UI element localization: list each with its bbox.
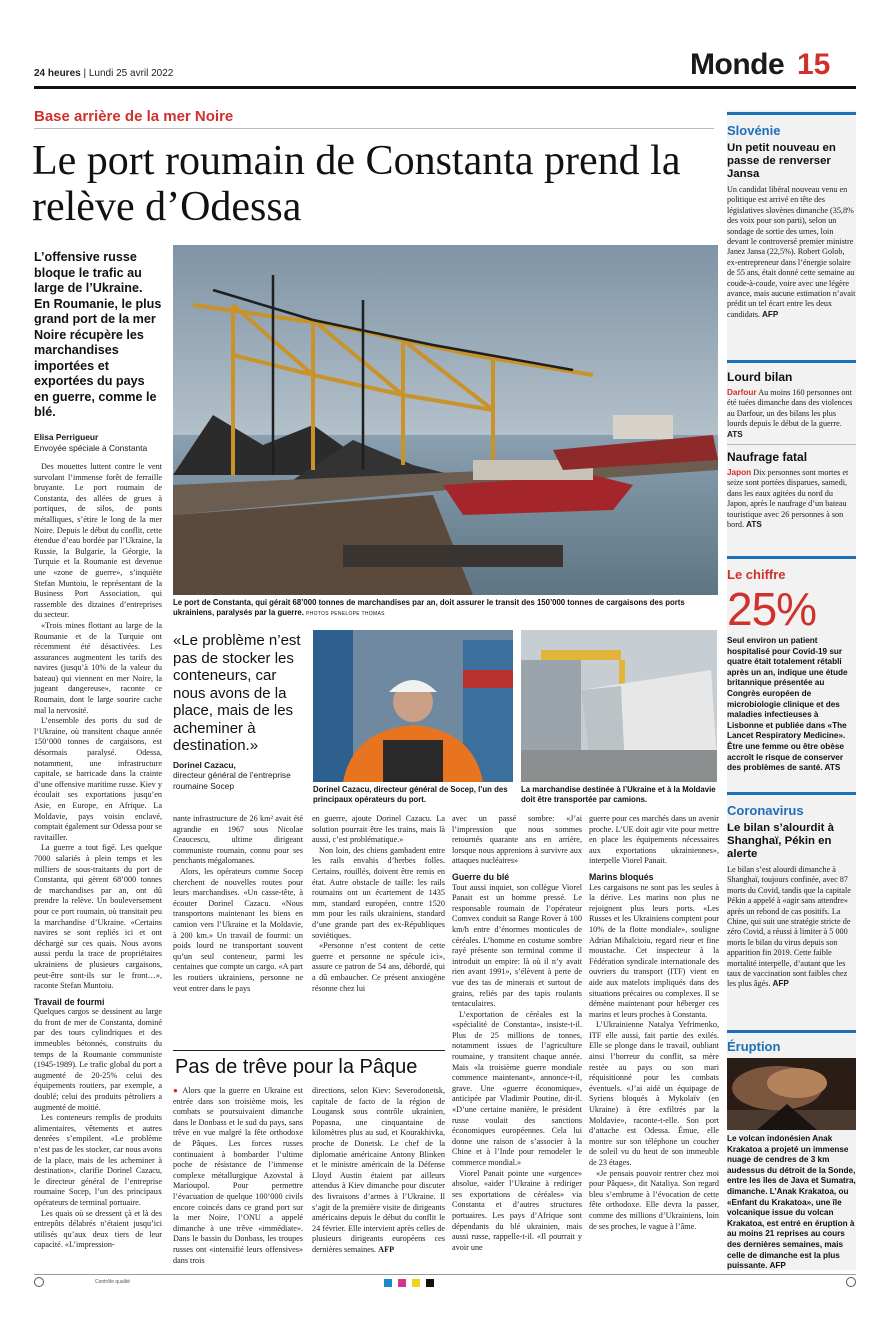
- brief-place: Darfour: [727, 388, 757, 397]
- story-column-3: [312, 814, 445, 1046]
- paragraph: Des mouettes luttent contre le vent survolant l’immense forêt de ferraille bruyante. Le port roumain de Constanta, des allées de grues à portiques, de silos, de ponts métalliques, s’étire le long de la mer Noire. Depuis le début du conflit, cette étendue d’eau bordée par l’Ukraine, la Russie, la Bulgarie, la Géorgie, la Turquie et la Roumanie est devenue une «zone de guerre», s’inquiète Stefan Muntoiu, le représentant de la Business Port Association, qui rassemble des dizaines d’entreprises du secteur.: [34, 462, 162, 620]
- page-number: 15: [797, 48, 831, 81]
- key-figure: 25%: [727, 583, 817, 635]
- brief-kicker: Le chiffre: [727, 567, 786, 582]
- caption-text: Le port de Constanta, qui gérait 68’000 tonnes de marchandises par an, doit assurer le transit des 150’000 tonnes de cargaisons des ports ukrainiens, paralysés par la guerre.: [173, 598, 685, 617]
- cyan-swatch: [384, 1279, 392, 1287]
- paragraph: Les conteneurs remplis de produits alimentaires, vêtements et autres denrées s’empilent. «Le problème n’est pas de les stocker, car nous avons de la place, mais de les acheminer à destination», clarifie Dorinel Cazacu, le directeur général de l’entreprise roumaine Socep, l’un des principaux opérateurs de terminal portuaire.: [34, 1113, 162, 1207]
- photo-credit: PHOTOS PENELOPE THOMAS: [306, 611, 385, 617]
- brief-source: ATS: [746, 520, 762, 530]
- registration-mark-icon: [846, 1277, 856, 1287]
- footer-rule: [34, 1274, 856, 1275]
- brief-kicker: Slovénie: [727, 123, 781, 138]
- brief-source: AFP: [762, 309, 779, 319]
- brief-title: Lourd bilan: [727, 370, 793, 384]
- brief-text: [727, 388, 856, 440]
- brief-title: Naufrage fatal: [727, 450, 808, 464]
- cazacu-caption: Dorinel Cazacu, directeur général de Socep, l’un des principaux opérateurs du port.: [313, 785, 508, 804]
- brief-eruption: [727, 1030, 856, 1272]
- story-column-5: [589, 814, 719, 1266]
- quote-name: Dorinel Cazacu,: [173, 760, 236, 770]
- subhead: Travail de fourmi: [34, 996, 105, 1007]
- brief-slovenie: [727, 112, 856, 320]
- paragraph: [173, 1086, 303, 1266]
- brief-naufrage: [727, 444, 856, 530]
- paragraph: nante infrastructure de 26 km² avait été agrandie en 1967 sous Nicolae Ceaucescu, ultime dirigeant communiste roumain, connu pour ses penchants mégalomanes.: [173, 814, 303, 866]
- color-bar: [384, 1279, 434, 1287]
- brief-chiffre: [727, 556, 856, 774]
- paque-box-rule: [173, 1050, 445, 1051]
- story-column-2: [173, 814, 303, 1046]
- kicker-rule: [34, 128, 714, 129]
- brief-source: AFP: [772, 979, 789, 989]
- brief-title: Le bilan s’alourdit à Shanghaï, Pékin en alerte: [727, 822, 834, 860]
- brief-body: Un candidat libéral nouveau venu en politique est arrivé en tête des législatives slovènes dimanche (35,8% des voix pour son parti), selon un sondage de sortie des urnes, loin devant le controversé premier ministre Janez Jansa (22,5%). Robert Golob, ex-entrepreneur dans l’énergie solaire de 55 ans, était donné cette semaine au coude-à-coude, voire avec une légère avance, mais aucune estimation n’avait prédit un tel écart entre les deux candidats.: [727, 185, 856, 319]
- cazacu-portrait-photo: [313, 630, 513, 782]
- quality-control-label: Contrôle qualité: [95, 1279, 131, 1285]
- brief-body: Le volcan indonésien Anak Krakatoa a projeté un immense nuage de cendres de 3 km audessus du détroit de la Sonde, entre les îles de Java et Sumatra, dimanche. L’Anak Krakatoa, ou «Enfant du Krakatoa», une île volcanique issue du volcan Krakatoa, est entré en éruption à au moins 21 reprises au cours des dernières semaines, mais celle de dimanche est la plus puissante.: [727, 1134, 856, 1271]
- paragraph: La guerre a tout figé. Les quelque 7000 salariés à plein temps et les milliers de sous-traitants du port de Constanta, qui gèrent 68’000 tonnes de marchandises par an, ont dû prendre la relève. Un bouleversement pour ce port roumain, où transitait peu la marchandise d’Ukraine. «Certains navires se sont repliés ici et ont déchargé sur ces quais. Nous avons aussi perdu la trace de propriétaires ukrainiens de plusieurs cargaisons, peut-être sont-ils sur le front…», raconte Stefan Muntoiu.: [34, 843, 162, 991]
- subhead: Guerre du blé: [452, 871, 510, 882]
- story-lead: L’offensive russe bloque le trafic au large de l’Ukraine. En Roumanie, le plus grand port de la mer Noire récupère les marchandises importées et exportées du pays en guerre, comme le blé.: [34, 250, 162, 419]
- quote-attribution: [173, 760, 308, 791]
- brief-body: Le bilan s’est alourdi dimanche à Shanghaï, toujours confinée, avec 87 morts du Covid, tandis que la capitale Pékin a appelé à «agir sans attendre» après un rebond de cas positifs. La Chine, qui suit une stratégie stricte de zéro Covid, a réussi à limiter à 5 000 morts le bilan du virus depuis son apparition fin 2019. Cette faible mortalité interpelle, d’autant que les taux de vaccination sont faibles chez les plus âgés.: [727, 865, 851, 989]
- paragraph: Tout aussi inquiet, son collègue Viorel Panait est un homme pressé. Le responsable roumain de l’opérateur Comvex conduit sa Range Rover à 100 km/h entre d’énormes monticules de céréales. L’homme en costume sombre rayé présente son terminal comme il introduit un empire: là où il n’y avait rien avant 1991», s’élèvent à perte de vue des tas de minerais et surtout de grains, reliés par des tapis roulants tentaculaires.: [452, 882, 582, 1009]
- brief-place: Japon: [727, 468, 752, 477]
- byline: [34, 432, 162, 454]
- brief-source: AFP: [769, 1261, 786, 1271]
- paragraph: Alors, les opérateurs comme Socep cherchent de nouvelles routes pour leurs marchandises. «Un casse-tête, à écouter Dorinel Cazacu. «Nous transportons maintenant les biens en camion vers l’Ukraine et la Moldavie, à 200 km.» Un travail de fourmi: un poids lourd ne transportant souvent qu’un seul conteneur, parmi les centaines que compte un cargo. «A part les routiers ukrainiens, personne ne veut entrer dans le pays: [173, 866, 303, 993]
- paragraph: Viorel Panait pointe une «urgence» absolue, «aider l’Ukraine à rediriger ses exportations de céréales» via Constanta et d’autres structures portuaires. Les pays d’Afrique sont dépendants du blé ukrainien, mais aussi russe, rappelle-t-il. «Il pourrait y avoir une: [452, 1168, 582, 1252]
- story-column-4: [452, 814, 582, 1266]
- brief-separator: [727, 792, 856, 795]
- paque-text-1: Alors que la guerre en Ukraine est entrée dans son troisième mois, les combats se poursuivaient dimanche dans le Donbass et le sud du pays, sans trêve en vue malgré la fête orthodoxe de Pâques. Les forces russes continuaient à bombarder l’ultime poche de résistance de l’immense complexe métallurgique Azovstal à Marioupol. Pour permettre l’évacuation de quelque 100’000 civils encore coincés dans ce grand port sur la mer Noire, l’ONU a appelé dimanche à une trêve «immédiate». Dans le bassin du Donbass, les troupes russes ont «intensifié leurs offensives» dans trois: [173, 1086, 303, 1265]
- brief-source: ATS: [824, 763, 841, 773]
- issue-date: | Lundi 25 avril 2022: [83, 68, 174, 79]
- section-name: Monde: [690, 48, 785, 81]
- paragraph: L’exportation de céréales est la «spécialité de Constanta», insiste-t-il. Plus de 25 millions de tonnes, notamment issues de l’agriculture roumaine, y transitent chaque année. Mais «la troisième guerre mondiale commence maintenant», annonce-t-il, grave. Une «guerre économique», anticipée par Vladimir Poutine, dit-il. «D’une certaine manière, le président russe voulait des sanctions économiques européennes. Cela lui donne une raison de s’associer à la Chine et à l’Inde pour remodeler le commerce mondial.»: [452, 1009, 582, 1167]
- quote-role: directeur général de l’entreprise roumaine Socep: [173, 770, 291, 791]
- paragraph: Non loin, des chiens gambadent entre les rails envahis d’herbes folles. Certains, rouillés, doivent être remis en état. Autre obstacle de taille: les rails roumains ont un écartement de 1435 mm, standard européen, contre 1520 mm pour les rails ukrainiens, standard d’une grande part des ex-Républiques soviétiques.: [312, 845, 445, 940]
- paque-column-2: [312, 1086, 445, 1266]
- story-headline: Le port roumain de Constanta prend la relève d’Odessa: [32, 138, 681, 230]
- brief-body: Seul environ un patient hospitalisé pour Covid-19 sur quatre était totalement rétabli après un an, indique une étude britannique présentée au Congrès européen de microbiologie clinique et des maladies infectieuses à Lisbonne et publiée dans «The Lancet Respiratory Medicine». Être une femme ou être obèse accroît le risque de conserver des problèmes de santé.: [727, 636, 848, 773]
- paragraph: en guerre, ajoute Dorinel Cazacu. La solution pourrait être les trains, mais là aussi, c’est problématique.»: [312, 814, 445, 845]
- brief-kicker: Coronavirus: [727, 803, 804, 818]
- port-photo-caption: [173, 598, 718, 619]
- brief-body: Dix personnes sont mortes et seize sont portées disparues, samedi, dans les eaux agitées du nord du Japon, après le naufrage d’un bateau touristique avec 26 personnes à son bord.: [727, 468, 849, 530]
- brief-title: Un petit nouveau en passe de renverser Jansa: [727, 142, 836, 180]
- registration-mark-icon: [34, 1277, 44, 1287]
- brief-separator: [727, 112, 856, 115]
- port-cranes-photo: [173, 245, 718, 595]
- brief-source: ATS: [727, 429, 743, 439]
- paragraph: L’Ukrainienne Natalya Yefrimenko, ITF elle aussi, fait partie des exilés. Elle se plonge dans le travail, oubliant ainsi l’horreur du conflit, sa mère restée au pays ou son mari réquisitionné pour les combats éventuels. «J’ai aidé un équipage de Syriens bloqués à Mykolaïv (en Ukraine) à être exfiltrés par la Moldavie», raconte-t-elle. Son port d’attache est Odessa. Émue, elle montre sur son téléphone un coucher de soleil vu du heut de son immeuble de 23 étages.: [589, 1020, 719, 1167]
- masthead: [34, 68, 173, 79]
- paragraph: «Personne n’est content de cette guerre et personne ne spécule ici», assure ce patron de 54 ans, débordé, qui a dû embaucher. Ce présent anxiogène résonne chez lui: [312, 941, 445, 993]
- paragraph: Les cargaisons ne sont pas les seules à la dérive. Les marins non plus ne rejoignent plus leurs ports. «Les Russes et les Ukrainiens comptent pour 10% de la flotte mondiale», souligne Adrian Mihalcioiu, regard rieur et fine moustache. Cet inspecteur à la Fédération syndicale internationale des ouvriers du transport (ITF) vient en aide aux matelots impliqués dans des situations précaires ou complexes. Il se démène maintenant pour héberger ces marins et leurs proches à Constanta.: [589, 882, 719, 1019]
- brief-separator: [727, 360, 856, 363]
- brief-body: Au moins 160 personnes ont été tuées dimanche dans des violences au Darfour, un des bilans les plus lourds depuis le début de la guerre.: [727, 388, 853, 429]
- black-swatch: [426, 1279, 434, 1287]
- brief-text: [727, 865, 856, 990]
- brief-kicker: Éruption: [727, 1039, 781, 1054]
- story-kicker: Base arrière de la mer Noire: [34, 108, 234, 125]
- brief-separator: [727, 444, 856, 445]
- volcano-photo: [727, 1058, 856, 1130]
- brief-text: [727, 185, 856, 320]
- paper-name: 24 heures: [34, 68, 81, 79]
- brief-separator: [727, 1030, 856, 1033]
- paragraph: Quelques cargos se dessinent au large du front de mer de Constanta, dominé par des tours cylindriques et des immeubles bétonnés, construits du temps de la Roumanie communiste (1945-1989). Le trafic global du port a augmenté de 20-25% celui des équipements routiers, par exemple, a doublé; celui des produits pétroliers a augmenté de moitié.: [34, 1007, 162, 1112]
- author-role: Envoyée spéciale à Constanta: [34, 443, 148, 453]
- brief-text: [727, 636, 856, 774]
- author-name: Elisa Perrigueur: [34, 432, 99, 442]
- paragraph: L’ensemble des ports du sud de l’Ukraine, où transitent chaque année 150’000 tonnes de cargaisons, est désormais paralysé. Odessa, notamment, une infrastructure capitale, se barricade dans la crainte d’une offensive maritime russe. Kiev y écoulait ses exportations jusqu’en Asie, en Europe, en Afrique. La Moldavie, pays voisin enclavé, comptait également sur Odessa pour se ravitailler.: [34, 716, 162, 842]
- paragraph: guerre pour ces marchés dans un avenir proche. L’UE doit agir vite pour mettre en place les équipements nécessaires aux exportations ukrainiennes», interpelle Viorel Panait.: [589, 814, 719, 866]
- paragraph: Les quais où se dressent çà et là des entrepôts délabrés n’étaient jusqu’ici utilisés qu’aux deux tiers de leur capacité. «L’impression-: [34, 1208, 162, 1250]
- brief-text: [727, 468, 856, 530]
- paque-text-2: directions, selon Kiev: Severodonetsk, capitale de facto de la région de Lougansk sous contrôle ukrainien, Popasna, une cinquantaine de kilomètres plus au sud, et Kourakhivka, proche de Donetsk. Le chef de la diplomatie américaine Antony Blinken et le ministre américain de la Défense Lloyd Austin étaient par ailleurs attendus à Kiev dimanche pour discuter des livraisons d’armes à l’Ukraine. Il s’agit de la première visite de dirigeants américains depuis le début du conflit le 24 février. Elle intervient après celles de plusieurs dirigeants européens ces dernières semaines.: [312, 1086, 445, 1254]
- subhead: Marins bloqués: [589, 871, 654, 882]
- header-rule: [34, 86, 856, 89]
- brief-text: [727, 1134, 856, 1272]
- paragraph: [312, 1086, 445, 1256]
- paragraph: «Trois mines flottant au large de la Roumanie et de la Turquie ont récemment été désactivées. Les assurances augmentent les tarifs des navires (jusqu’à 10% de la valeur du bateau) qui viennent en mer Noire, la jugeant dangereuse», raconte ce Roumain, dont le large sourire cache mal la nervosité.: [34, 620, 162, 715]
- paque-column-1: [173, 1086, 303, 1266]
- trucks-photo: [521, 630, 717, 782]
- paque-source: AFP: [378, 1244, 395, 1254]
- brief-separator: [727, 556, 856, 559]
- magenta-swatch: [398, 1279, 406, 1287]
- trucks-caption: La marchandise destinée à l’Ukraine et à la Moldavie doit être transportée par camions.: [521, 785, 716, 804]
- brief-coronavirus: [727, 792, 856, 990]
- pull-quote: «Le problème n’est pas de stocker les conteneurs, car nous avons de la place, mais de les acheminer à destination.»: [173, 632, 301, 754]
- brief-lourd-bilan: [727, 360, 856, 440]
- yellow-swatch: [412, 1279, 420, 1287]
- story-column-1: [34, 462, 162, 1262]
- paragraph: «Je pensais pouvoir rentrer chez moi pour Pâques», dit Nataliya. Son regard bleu s’embrume à l’évocation de cette fête orthodoxe. Elle devra la passer, comme des millions d’Ukrainiens, loin de ses proches, le vague à l’âme.: [589, 1168, 719, 1231]
- bullet-icon: ●: [173, 1086, 180, 1095]
- paque-box-title: Pas de trêve pour la Pâque: [175, 1056, 418, 1078]
- paragraph: avec un passé sombre: «J’ai l’impression que nous sommes retournés quarante ans en arrière, lorsque nous apprenions à survivre aux attaques nucléaires»: [452, 814, 582, 866]
